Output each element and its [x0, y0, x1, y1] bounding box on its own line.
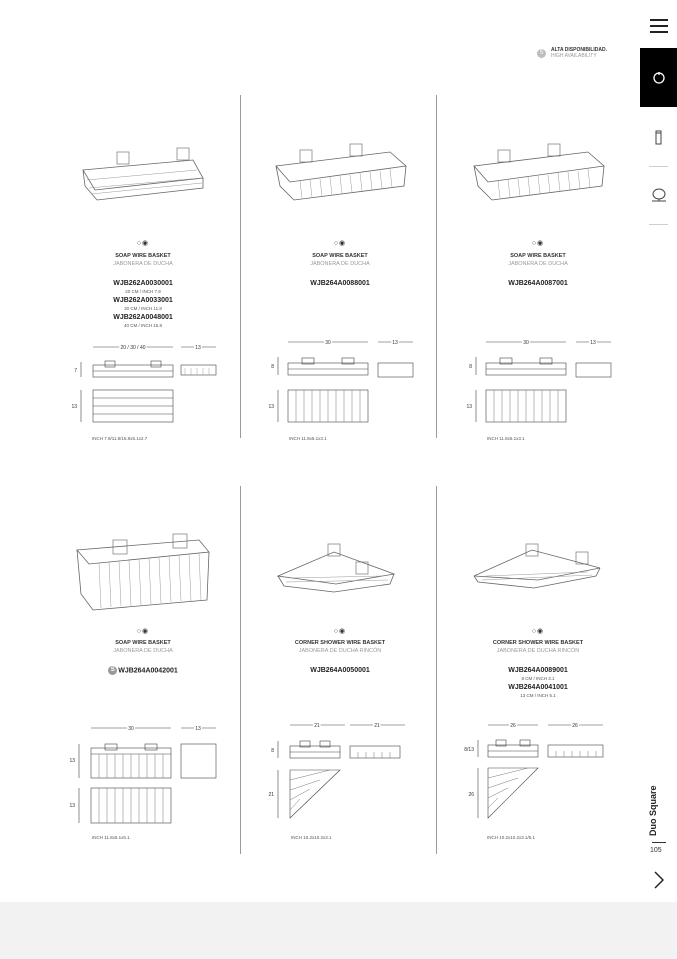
product-code: WJB264A0041001	[508, 684, 568, 691]
brand-name: Duo Square	[648, 785, 658, 836]
dimension-width: 26	[510, 723, 516, 729]
finish-options: ○◉	[333, 628, 347, 635]
product-name-es: JABONERA DE DUCHA	[508, 261, 568, 267]
corner-basket-image	[468, 530, 608, 620]
dimension-height: 8/13	[464, 747, 474, 753]
product-card[interactable]	[245, 530, 435, 850]
dimension-depth: 13	[195, 726, 201, 732]
finish-options: ○◉	[531, 628, 545, 635]
product-name: CORNER SHOWER WIRE BASKET	[294, 640, 386, 646]
washbasin-collection-button[interactable]	[640, 180, 677, 210]
dimension-height-2: 13	[466, 404, 472, 410]
technical-drawing	[448, 335, 628, 430]
sidebar-divider	[649, 224, 668, 225]
dimension-height: 8	[469, 364, 472, 370]
column-divider	[436, 95, 437, 438]
sidebar-divider	[649, 166, 668, 167]
technical-drawing	[53, 722, 233, 832]
technical-drawing	[448, 720, 628, 830]
inch-dimensions: INCH 10.2x10.2x3.1	[291, 835, 332, 840]
dimension-height-2: 26	[468, 792, 474, 798]
product-code: WJB262A0030001	[113, 280, 173, 287]
dimension-depth: 21	[374, 723, 380, 729]
menu-icon	[650, 19, 668, 33]
dimension-width: 20 / 30 / 40	[120, 345, 146, 351]
menu-button[interactable]	[640, 12, 677, 40]
product-code: WJB264A0088001	[310, 280, 370, 287]
dimension-height: 13	[69, 758, 75, 764]
profile-product-icon	[654, 129, 664, 145]
page-number: 105	[650, 847, 662, 854]
wire-basket-image	[468, 140, 608, 220]
dimension-depth: 13	[590, 340, 596, 346]
product-code-row	[48, 666, 238, 675]
inch-dimensions: INCH 11.8x5.1x3.1	[289, 436, 327, 441]
column-divider	[436, 486, 437, 854]
dimension-width: 30	[325, 340, 331, 346]
dimension-width: 30	[128, 726, 134, 732]
product-card[interactable]	[443, 530, 633, 850]
product-name-es: JABONERA DE DUCHA	[310, 261, 370, 267]
dimension-height-2: 21	[268, 792, 274, 798]
wire-basket-image	[270, 140, 410, 220]
finish-options: ○◉	[333, 240, 347, 247]
availability-badge-icon: S	[537, 49, 546, 58]
availability-badge: S	[108, 666, 117, 675]
product-name-es: JABONERA DE DUCHA RINCÓN	[298, 648, 382, 654]
dimension-height: 8	[271, 748, 274, 754]
next-page-button[interactable]	[640, 866, 677, 894]
column-divider	[240, 95, 241, 438]
finish-options: ○◉	[531, 240, 545, 247]
corner-basket-image	[270, 530, 410, 620]
availability-legend	[537, 47, 607, 59]
product-name-es: JABONERA DE DUCHA RINCÓN	[496, 648, 580, 654]
wire-basket-image	[73, 140, 213, 220]
wire-basket-image	[73, 530, 213, 620]
availability-title: ALTA DISPONIBILIDAD.	[551, 47, 608, 53]
product-code: WJB264A0089001	[508, 667, 568, 674]
product-size: 13 CM / INCH 5.1	[520, 693, 556, 698]
dimension-depth: 26	[572, 723, 578, 729]
product-card[interactable]	[443, 140, 633, 450]
dimension-height-2: 13	[71, 404, 77, 410]
footer-band	[0, 902, 677, 959]
dimension-depth: 13	[195, 345, 201, 351]
finish-options: ○◉	[136, 240, 150, 247]
round-collection-button[interactable]	[640, 48, 677, 107]
product-code: WJB262A0033001	[113, 297, 173, 304]
chevron-right-icon	[654, 871, 664, 889]
product-name: SOAP WIRE BASKET	[510, 253, 566, 259]
profile-collection-button[interactable]	[640, 120, 677, 154]
inch-dimensions: INCH 11.8x5.1x5.1	[92, 835, 130, 840]
dimension-width: 30	[523, 340, 529, 346]
product-code: WJB264A0087001	[508, 280, 568, 287]
dimension-height: 8	[271, 364, 274, 370]
product-name: SOAP WIRE BASKET	[115, 640, 171, 646]
product-code: WJB262A0048001	[113, 314, 173, 321]
dimension-width: 21	[314, 723, 320, 729]
inch-dimensions: INCH 7.9/11.8/15.8x5.1x2.7	[92, 436, 148, 441]
inch-dimensions: INCH 11.8x5.1x3.1	[487, 436, 525, 441]
product-name: SOAP WIRE BASKET	[312, 253, 368, 259]
washbasin-icon	[650, 187, 668, 203]
product-card[interactable]	[48, 530, 238, 850]
product-card[interactable]	[48, 140, 238, 450]
right-sidebar	[640, 0, 677, 902]
dimension-height-2: 13	[69, 803, 75, 809]
availability-subtitle: HIGH AVAILABILITY	[551, 53, 597, 59]
product-size: 20 CM / INCH 7.9	[125, 289, 161, 294]
product-size: 30 CM / INCH 11.8	[124, 306, 162, 311]
finish-options: ○◉	[136, 628, 150, 635]
inch-dimensions: INCH 10.2x10.2x3.1/5.1	[487, 835, 536, 840]
product-code: WJB264A0050001	[310, 667, 370, 674]
product-name-es: JABONERA DE DUCHA	[113, 648, 173, 654]
brand-divider	[652, 842, 666, 843]
dimension-height: 7	[74, 368, 77, 374]
product-name: SOAP WIRE BASKET	[115, 253, 171, 259]
product-size: 8 CM / INCH 3.1	[521, 676, 555, 681]
product-name: CORNER SHOWER WIRE BASKET	[492, 640, 584, 646]
dimension-height-2: 13	[268, 404, 274, 410]
product-size: 40 CM / INCH 15.8	[123, 323, 162, 328]
round-product-icon	[652, 71, 666, 85]
technical-drawing	[250, 720, 430, 830]
technical-drawing	[250, 335, 430, 430]
product-name-es: JABONERA DE DUCHA	[113, 261, 173, 267]
column-divider	[240, 486, 241, 854]
technical-drawing	[53, 340, 233, 435]
product-card[interactable]	[245, 140, 435, 450]
product-code: WJB264A0042001	[118, 667, 178, 675]
dimension-depth: 13	[392, 340, 398, 346]
